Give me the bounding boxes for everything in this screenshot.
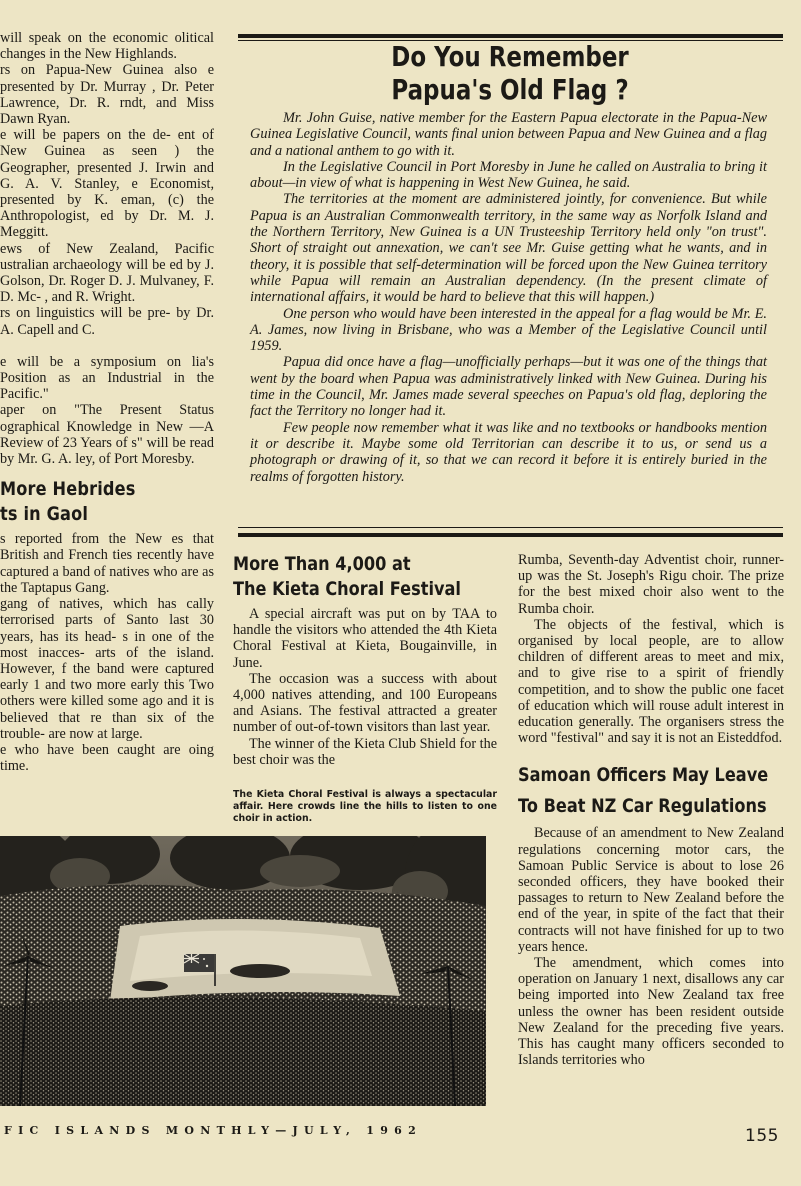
right-column [518, 552, 784, 1068]
choral-title-line1: More Than 4,000 at [233, 553, 411, 575]
left-paragraph: rs on linguistics will be pre- by Dr. A. Capell and C. [0, 305, 214, 338]
hebrides-heading-line1: More Hebrides [0, 478, 136, 501]
flag-paragraph: Mr. John Guise, native member for the Eastern Papua electorate in the Papua-New Guinea Legislative Council, wants final union between Papua and New Guinea and a flag and a national anthem to go with it. [250, 110, 767, 159]
left-paragraph: ews of New Zealand, Pacific ustralian archaeology will be ed by J. Golson, Dr. Roger D. J. Mulvaney, F. D. Mc- , and R. Wright. [0, 240, 214, 306]
gaol-paragraph: e who have been caught are oing time. [0, 741, 214, 775]
flag-article-title [362, 40, 657, 106]
left-paragraph: rs on Papua-New Guinea also e presented by Dr. Murray , Dr. Peter Lawrence, Dr. R. rndt, and Miss Dawn Ryan. [0, 62, 214, 128]
samoan-title-line1: Samoan Officers May Leave [518, 764, 769, 787]
gaol-paragraph: s reported from the New es that British and French ties recently have captured a band of natives who are as the Taptapus Gang. [0, 531, 214, 596]
samoan-paragraph: Because of an amendment to New Zealand regulations concerning motor cars, the Samoan Public Service is about to lose 26 seconded officers, they have booked their passages to return to New Zealand before the end of the year, in spite of the fact that their contracts will not have finished for up to two years hence. [518, 825, 784, 955]
choral-paragraph: A special aircraft was put on by TAA to handle the visitors who attended the 4th Kieta Choral Festival at Kieta, Bougainville, in June. [233, 606, 497, 671]
choral-title-line2: The Kieta Choral Festival [233, 578, 461, 600]
gaol-paragraph: gang of natives, which has cally terrorised parts of Santo last 30 years, has its head- s in one of the most inacces- arts of the island. However, f the band were captured early 1 and two more early this Two others were killed some ago and it is believed that re than six of the trouble- are now at large. [0, 596, 214, 742]
page-number: 155 [745, 1126, 779, 1146]
flag-paragraph: The territories at the moment are administered jointly, for convenience. But while Papua is an Australian Commonwealth territory, in the same way as Norfolk Island and the Northern Territory, New Guinea is a UN Trusteeship Territory held only "on trust". Short of straight out annexation, we can't see Mr. Guise getting what he wants, and in theory, it is possible that self-determination will be forced upon the New Guinea territory while Papua will remain an Australian dependency. (In the present climate of international affairs, it would be hard to believe that this will happen.) [250, 191, 767, 306]
box-bottom-rule [238, 533, 783, 537]
flag-article-body [250, 110, 767, 485]
samoan-paragraph: The amendment, which comes into operation on January 1 next, disallows any car being imported into New Zealand tax free unless the owner has been resident outside New Zealand for the preceding five years. This has caught many officers seconded to Islands territories who [518, 955, 784, 1069]
left-column [0, 30, 214, 774]
flag-paragraph: In the Legislative Council in Port Moresby in June he called on Australia to bring it about—in view of what is happening in West New Guinea, he said. [250, 158, 767, 192]
box-top-rule [238, 34, 783, 38]
page-footer: FIC ISLANDS MONTHLY—JULY, 1962 [4, 1124, 423, 1137]
flag-title-line1: Do You Remember [391, 40, 629, 73]
choral-paragraph: The occasion was a success with about 4,000 natives attending, and 100 Europeans and Asians. The festival attracted a greater number of out-of-town visitors than last year. [233, 670, 497, 736]
left-paragraph: will speak on the economic olitical changes in the New Highlands. [0, 30, 214, 63]
flag-title-line2: Papua's Old Flag ? [391, 73, 629, 106]
hebrides-heading-line2: ts in Gaol [0, 503, 89, 526]
choral-continuation: Rumba, Seventh-day Adventist choir, runner-up was the St. Joseph's Rigu choir. The prize for the best mixed choir also went to the Rumba choir. [518, 552, 784, 617]
left-paragraph: aper on "The Present Status ographical Knowledge in New —A Review of 23 Years of s" will be read by Mr. G. A. ley, of Port Moresby. [0, 402, 214, 468]
samoan-title-line2: To Beat NZ Car Regulations [518, 795, 767, 818]
choral-continuation: The objects of the festival, which is organised by local people, are to allow children of different areas to meet and mix, and to give rise to a spirit of friendly competition, and to show the public one facet of education which will rouse adult interest in education generally. The organisers stress the word "festival" and say it is not an Eisteddfod. [518, 616, 784, 747]
choral-paragraph: The winner of the Kieta Club Shield for the best choir was the [233, 735, 497, 768]
flag-paragraph: Few people now remember what it was like and no textbooks or handbooks mention it or describe it. Maybe some old Territorian can describe it to us, or send us a photograph or drawing of it, so that we can record it before it is entirely buried in the realms of forgotten history. [250, 419, 767, 485]
flag-paragraph: Papua did once have a flag—unofficially perhaps—but it was one of the things that went by the board when Papua was administratively linked with New Guinea. During his time in the Council, Mr. James made several speeches on Papua's old flag, deploring the fact the Territory no longer had it. [250, 354, 767, 420]
choral-article [233, 552, 497, 768]
left-paragraph: e will be a symposium on lia's Position as an Industrial in the Pacific." [0, 353, 214, 403]
left-paragraph: e will be papers on the de- ent of New Guinea as seen ) the Geographer, presented J. Irwin and G. A. V. Stanley, e Economist, presented by K. eman, (c) the Anthropologist, ed by Dr. M. J. Meggitt. [0, 127, 214, 241]
choral-festival-photo [0, 836, 486, 1106]
flag-paragraph: One person who would have been interested in the appeal for a flag would be Mr. E. A. James, now living in Brisbane, who was a Member of the Legislative Council until 1959. [250, 305, 767, 355]
box-bottom-rule-thin [238, 527, 783, 528]
photo-caption: The Kieta Choral Festival is always a spectacular affair. Here crowds line the hills to listen to one choir in action. [233, 789, 497, 824]
